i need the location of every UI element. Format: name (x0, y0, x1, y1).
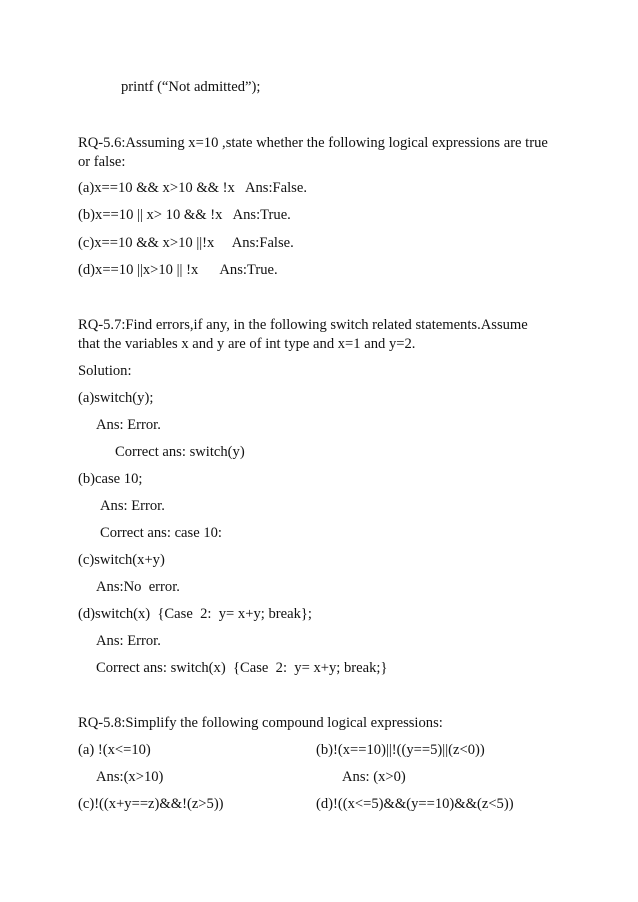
rq57-d-statement: (d)switch(x) {Case 2: y= x+y; break}; (78, 606, 312, 622)
rq58-b-expr: (b)!(x==10)||!((y==5)||(z<0)) (316, 742, 485, 758)
rq57-a-statement: (a)switch(y); (78, 390, 154, 406)
rq58-c-expr: (c)!((x+y==z)&&!(z>5)) (78, 796, 224, 812)
rq57-b-ans: Ans: Error. (100, 498, 165, 514)
rq58-question: RQ-5.8:Simplify the following compound logical expressions: (78, 715, 443, 731)
rq57-a-correct: Correct ans: switch(y) (115, 444, 245, 460)
rq57-solution-label: Solution: (78, 363, 132, 379)
rq58-d-expr: (d)!((x<=5)&&(y==10)&&(z<5)) (316, 796, 514, 812)
printf-line: printf (“Not admitted”); (121, 79, 261, 95)
rq56-item-d: (d)x==10 ||x>10 || !x Ans:True. (78, 262, 278, 278)
rq57-b-correct: Correct ans: case 10: (100, 525, 222, 541)
rq57-b-statement: (b)case 10; (78, 471, 143, 487)
rq57-c-statement: (c)switch(x+y) (78, 552, 165, 568)
rq56-question-line1: RQ-5.6:Assuming x=10 ,state whether the following logical expressions are true (78, 135, 548, 151)
rq58-a-expr: (a) !(x<=10) (78, 742, 151, 758)
rq58-a-ans: Ans:(x>10) (96, 769, 164, 785)
rq57-question-line1: RQ-5.7:Find errors,if any, in the following switch related statements.Assume (78, 317, 528, 333)
rq57-a-ans: Ans: Error. (96, 417, 161, 433)
rq57-c-ans: Ans:No error. (96, 579, 180, 595)
rq57-question-line2: that the variables x and y are of int type and x=1 and y=2. (78, 336, 416, 352)
rq56-item-c: (c)x==10 && x>10 ||!x Ans:False. (78, 235, 294, 251)
rq56-item-b: (b)x==10 || x> 10 && !x Ans:True. (78, 207, 291, 223)
rq57-d-ans: Ans: Error. (96, 633, 161, 649)
rq56-question-line2: or false: (78, 154, 126, 170)
rq58-b-ans: Ans: (x>0) (342, 769, 406, 785)
rq57-d-correct: Correct ans: switch(x) {Case 2: y= x+y; break;} (96, 660, 388, 676)
rq56-item-a: (a)x==10 && x>10 && !x Ans:False. (78, 180, 307, 196)
